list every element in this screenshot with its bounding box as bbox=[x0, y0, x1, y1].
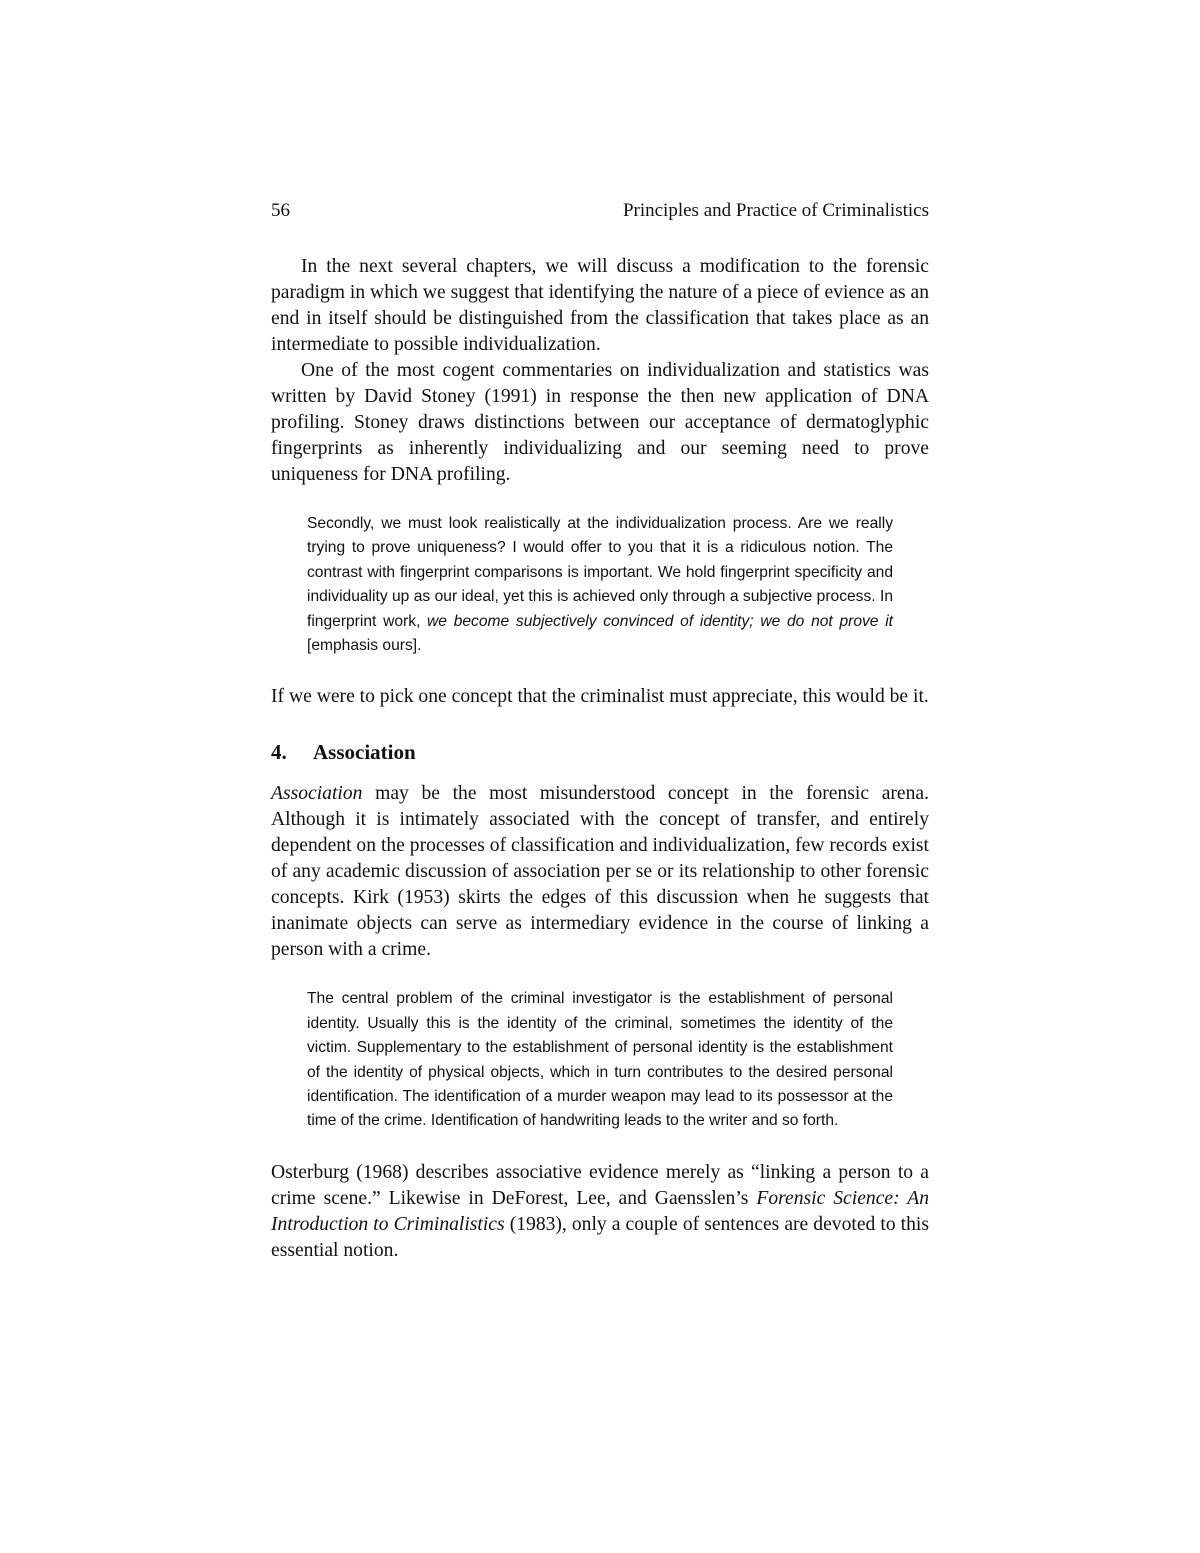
page-number: 56 bbox=[271, 200, 290, 221]
quote-text: Secondly, we must look realistically at the individualization process. Are we really trying to prove uniqueness? I would offer to you that it is a ridiculous notion. The contrast with fingerprint comparisons is important. We hold fingerprint specificity and individuality up as our ideal, yet this is achieved only through a subjective process. In fingerprint work, bbox=[307, 515, 893, 630]
block-quote-kirk-text: The central problem of the criminal investigator is the establishment of personal identity. Usually this is the identity of the criminal, sometimes the identity of the victim. Supplementary to the establishment of personal identity is the establishment of the identity of physical objects, which in turn contributes to the desired personal identification. The identification of a murder weapon may lead to its possessor at the time of the crime. Identification of handwriting leads to the writer and so forth. bbox=[307, 990, 893, 1130]
paragraph-association bbox=[271, 781, 929, 963]
osterburg-text-end: (1983), only a couple of sentences are devoted to this essential notion. bbox=[271, 1213, 929, 1261]
book-title: Forensic Science: An Introduction to Criminalistics bbox=[271, 1187, 929, 1235]
section-heading bbox=[271, 737, 929, 767]
block-quote-stoney-text bbox=[307, 512, 893, 658]
section-number: 4. bbox=[271, 740, 287, 765]
association-text: may be the most misunderstood concept in the forensic arena. Although it is intimately associated with the concept of transfer, and entirely dependent on the processes of classification and individualization, few records exist of any academic discussion of association per se or its relationship to other forensic concepts. Kirk (1953) skirts the edges of this discussion when he suggests that inanimate objects can serve as intermediary evidence in the course of linking a person with a crime. bbox=[271, 783, 929, 961]
block-quote-stoney bbox=[307, 512, 893, 658]
running-header bbox=[271, 196, 929, 226]
osterburg-text: Osterburg (1968) describes associative evidence merely as “linking a person to a crime scene.” Likewise in DeForest, Lee, and Gaensslen’s bbox=[271, 1161, 929, 1209]
quote-emphasis: we become subjectively convinced of identity; we do not prove it bbox=[427, 612, 894, 630]
section-title: Association bbox=[313, 740, 416, 765]
association-term: Association bbox=[271, 783, 363, 805]
running-title: Principles and Practice of Criminalistics bbox=[622, 200, 929, 221]
block-quote-kirk bbox=[307, 987, 893, 1133]
paragraph-chapters-modification: In the next several chapters, we will discuss a modification to the forensic paradigm in which we suggest that identifying the nature of a piece of evience as an end in itself should be distinguished from the classification that takes place as an intermediate to possible individualization. bbox=[271, 256, 929, 355]
book-page bbox=[271, 196, 929, 1264]
paragraph-osterburg bbox=[271, 1160, 929, 1264]
quote-text-end: [emphasis ours]. bbox=[307, 637, 422, 655]
paragraph-key-concept: If we were to pick one concept that the criminalist must appreciate, this would be it. bbox=[271, 686, 929, 708]
paragraph-stoney-commentary: One of the most cogent commentaries on individualization and statistics was written by David Stoney (1991) in response the then new application of DNA profiling. Stoney draws distinctions between our acceptance of dermatoglyphic fingerprints as inherently individualizing and our seeming need to prove uniqueness for DNA profiling. bbox=[271, 360, 929, 485]
body-text bbox=[271, 254, 929, 1264]
